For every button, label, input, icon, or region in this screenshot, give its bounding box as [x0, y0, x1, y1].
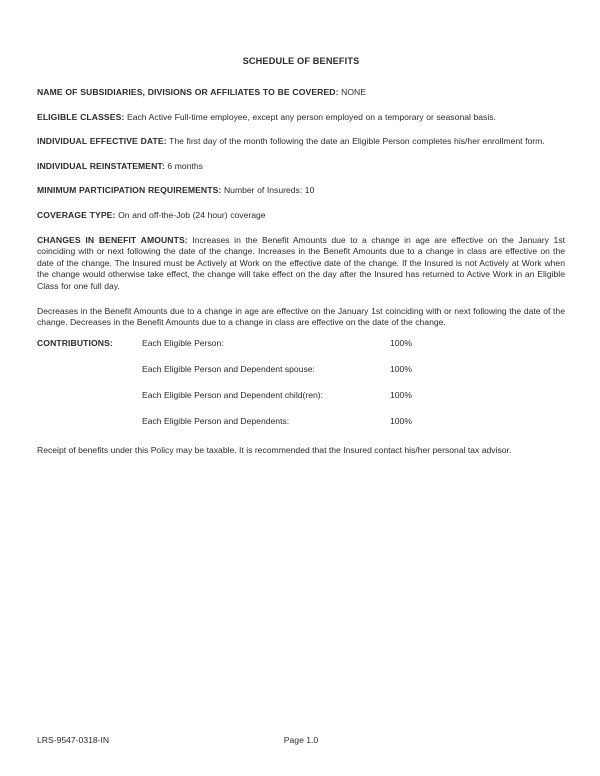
contribution-description: Each Eligible Person and Dependents: [142, 416, 290, 426]
document-content [37, 0, 565, 329]
section-coverage-type [37, 197, 565, 222]
contribution-value: 100% [390, 390, 412, 400]
section-value: On and off-the-Job (24 hour) coverage [118, 209, 266, 220]
footer-page-label: Page 1.0 [283, 735, 319, 745]
page-title: SCHEDULE OF BENEFITS [242, 56, 360, 66]
table-row [142, 416, 565, 442]
section-minimum-participation-requirements [37, 172, 565, 197]
section-value: The first day of the month following the date an Eligible Person completes his/her enrollment form. [169, 136, 545, 147]
section-changes-in-benefit-amounts [37, 222, 565, 293]
section-label: ELIGIBLE CLASSES: [37, 111, 125, 122]
section-value: NONE [341, 87, 366, 97]
table-row [142, 390, 565, 416]
contribution-value: 100% [390, 364, 412, 374]
contribution-value: 100% [390, 416, 412, 426]
section-label: COVERAGE TYPE: [37, 209, 116, 220]
contribution-description: Each Eligible Person and Dependent child(ren): [142, 390, 324, 400]
table-row [142, 364, 565, 390]
section-individual-effective-date [37, 123, 565, 148]
footer-form-number: LRS-9547-0318-IN [37, 735, 110, 745]
section-value: Increases in the Benefit Amounts due to a change in age are effective on the January 1st coinciding with or next following the date of the change. Increases in the Benefit Amounts due to a change in class are effective on the date of the change. The Insured must be Actively at Work on the effective date of the change. If the Insured is not Actively at Work when the change would otherwise take effect, the change will take effect on the day after the Insured has returned to Active Work in an Eligible Class for one full day. [37, 234, 566, 291]
section-label: NAME OF SUBSIDIARIES, DIVISIONS OR AFFILIATES TO BE COVERED: [37, 87, 339, 97]
contributions-rows [142, 338, 565, 442]
section-value: Each Active Full-time employee, except any person employed on a temporary or seasonal basis. [126, 111, 496, 122]
section-individual-reinstatement [37, 148, 565, 173]
section-label: INDIVIDUAL REINSTATEMENT: [37, 160, 165, 171]
table-row [142, 338, 565, 364]
contribution-description: Each Eligible Person: [142, 338, 224, 348]
section-eligible-classes [37, 99, 565, 124]
section-value: Number of Insureds: 10 [223, 185, 315, 196]
contribution-description: Each Eligible Person and Dependent spouse: [142, 364, 315, 374]
section-label: MINIMUM PARTICIPATION REQUIREMENTS: [37, 185, 222, 196]
closing-paragraph: Receipt of benefits under this Policy may be taxable. It is recommended that the Insured contact his/her personal tax advisor. [37, 444, 512, 455]
section-value: 6 months [167, 160, 203, 171]
decreases-paragraph: Decreases in the Benefit Amounts due to a change in age are effective on the January 1st coinciding with or next following the date of the change. Decreases in the Benefit Amounts due to a change in class are effective on the date of the change. [37, 305, 565, 328]
contribution-value: 100% [390, 338, 412, 348]
contributions-label: CONTRIBUTIONS: [37, 338, 113, 348]
section-label: CHANGES IN BENEFIT AMOUNTS: [37, 234, 188, 245]
page-footer [37, 735, 565, 749]
section-label: INDIVIDUAL EFFECTIVE DATE: [37, 136, 167, 147]
section-name-of-subsidiaries [37, 66, 565, 99]
